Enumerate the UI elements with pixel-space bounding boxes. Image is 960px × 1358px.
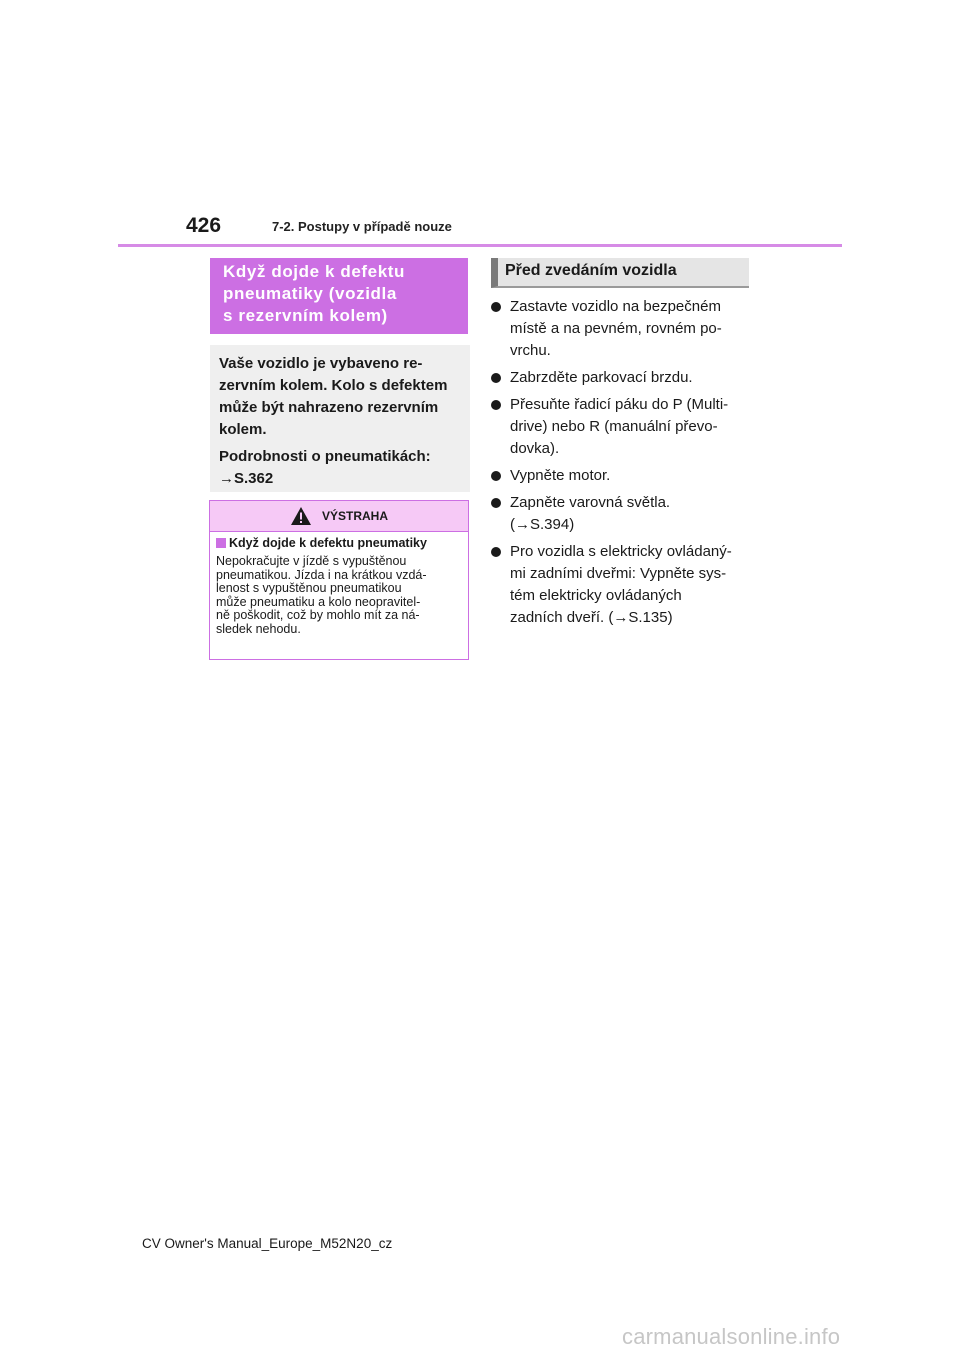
heading-line: s rezervním kolem)	[223, 306, 388, 325]
list-item-line: Zabrzděte parkovací brzdu.	[510, 369, 693, 386]
bullet-icon	[491, 471, 501, 481]
warning-line: ně poškodit, což by mohlo mít za ná-	[216, 608, 420, 622]
list-item	[491, 541, 761, 629]
list-item-line: Zapněte varovná světla.	[510, 494, 671, 511]
list-item	[491, 465, 761, 487]
bullet-icon	[491, 547, 501, 557]
warning-line: pneumatikou. Jízda i na krátkou vzdá-	[216, 567, 427, 582]
section-title: 7-2. Postupy v případě nouze	[272, 219, 452, 234]
info-line: zervním kolem. Kolo s defektem	[219, 377, 448, 394]
warning-line: lenost s vypuštěnou pneumatikou	[216, 581, 402, 595]
warning-header	[210, 501, 468, 532]
heading-line: pneumatiky (vozidla	[223, 284, 397, 303]
before-lifting-heading: Před zvedáním vozidla	[491, 258, 749, 288]
hazard-lights-reference-link[interactable]: (→S.394)	[510, 516, 575, 533]
warning-line: sledek nehodu.	[216, 621, 301, 636]
footer-manual-id: CV Owner's Manual_Europe_M52N20_cz	[142, 1236, 393, 1251]
list-item	[491, 367, 761, 389]
warning-line: Nepokračujte v jízdě s vypuštěnou	[216, 554, 407, 568]
list-item-line: místě a na pevném, rovném po-	[510, 320, 722, 337]
list-item-line: drive) nebo R (manuální převo-	[510, 418, 718, 435]
info-line: může být nahrazeno rezervním	[219, 399, 439, 416]
list-item-line: tém elektricky ovládaných	[510, 587, 682, 604]
power-back-door-reference-link[interactable]: zadních dveří. (→S.135)	[510, 609, 673, 626]
warning-text	[216, 555, 462, 636]
tire-details-reference-link[interactable]: →S.362	[219, 470, 274, 487]
list-item-line: Přesuňte řadicí páku do P (Multi-	[510, 396, 729, 413]
warning-title: VÝSTRAHA	[321, 509, 388, 523]
bullet-icon	[491, 373, 501, 383]
spare-wheel-info-box	[210, 345, 470, 492]
square-bullet-icon	[216, 538, 226, 548]
flat-tire-heading	[210, 258, 468, 334]
header-divider	[118, 244, 842, 247]
bullet-icon	[491, 302, 501, 312]
page-number: 426	[186, 214, 222, 237]
warning-subtitle	[216, 536, 468, 550]
heading-line: Když dojde k defektu	[223, 262, 406, 281]
list-item-line: vrchu.	[510, 342, 551, 359]
list-item	[491, 492, 761, 536]
tire-details-label: Podrobnosti o pneumatikách:	[219, 448, 431, 465]
warning-line: může pneumatiku a kolo neopravitel-	[216, 594, 421, 609]
list-item	[491, 296, 761, 362]
info-line: kolem.	[219, 421, 267, 438]
info-line: Vaše vozidlo je vybaveno re-	[219, 355, 423, 372]
list-item-line: Zastavte vozidlo na bezpečném	[510, 298, 721, 315]
list-item-line: dovka).	[510, 440, 560, 457]
warning-subtitle-text: Když dojde k defektu pneumatiky	[229, 536, 427, 550]
bullet-icon	[491, 498, 501, 508]
warning-triangle-icon	[290, 506, 312, 526]
watermark: carmanualsonline.info	[622, 1324, 841, 1349]
list-item-line: Vypněte motor.	[510, 467, 611, 484]
list-item-line: mi zadními dveřmi: Vypněte sys-	[510, 565, 727, 582]
before-lifting-steps	[491, 296, 761, 634]
list-item	[491, 394, 761, 460]
list-item-line: Pro vozidla s elektricky ovládaný-	[510, 543, 732, 560]
warning-box	[209, 500, 469, 660]
bullet-icon	[491, 400, 501, 410]
